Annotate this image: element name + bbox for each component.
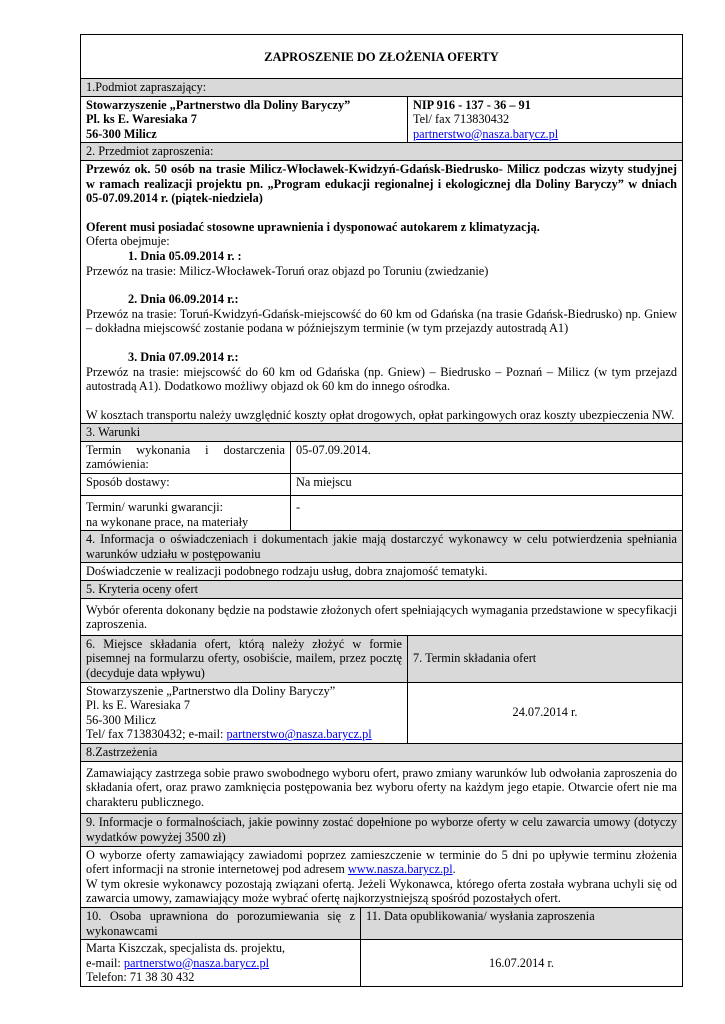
email-link[interactable]: partnerstwo@nasza.barycz.pl	[413, 126, 559, 141]
publication-date: 16.07.2014 r.	[361, 940, 683, 987]
terms-row-2-value: Na miejscu	[291, 474, 683, 496]
document-title: ZAPROSZENIE DO ZŁOŻENIA OFERTY	[81, 35, 683, 79]
terms-row-3-label: Termin/ warunki gwarancji: na wykonane prace, na materiały	[81, 496, 291, 531]
contact-email-link[interactable]: partnerstwo@nasza.barycz.pl	[123, 955, 270, 970]
submission-contact	[86, 727, 402, 742]
section-9-heading: 9. Informacje o formalnościach, jakie powinny zostać dopełnione po wyborze oferty w celu zawarcia umowy (dotyczy wydatków powyżej 3500 zł)	[81, 814, 683, 846]
subject-text: Przewóz ok. 50 osób na trasie Milicz-Włocławek-Kwidzyń-Gdańsk-Biedrusko- Milicz podczas wizyty studyjnej w ramach realizacji projektu pn. „Program edukacji regionalnej i ekologicznej dla Doliny Baryczy” w dniach 05-07.09.2014 r. (piątek-niedziela)	[86, 161, 677, 206]
section-4-text: Doświadczenie w realizacji podobnego rodzaju usług, dobra znajomość tematyki.	[81, 563, 683, 581]
day-2-text: Przewóz na trasie: Toruń-Kwidzyń-Gdańsk-miejscowść do 60 km od Gdańska (na trasie Gdańsk-Biedrusko) np. Gniew – dokładna miejscowść zostanie podana w późniejszym terminie (w tym przejazdy autostradą A1)	[86, 306, 677, 336]
terms-row-1-value: 05-07.09.2014.	[291, 441, 683, 473]
terms-row-2-label: Sposób dostawy:	[81, 474, 291, 496]
contact-person-email	[86, 956, 355, 971]
day-3-label: 3. Dnia 07.09.2014 r.:	[128, 349, 239, 364]
day-1-text: Przewóz na trasie: Milicz-Włocławek-Toruń oraz objazd po Toruniu (zwiedzanie)	[86, 263, 489, 278]
website-link[interactable]: www.nasza.barycz.pl	[347, 862, 453, 877]
section-8-heading: 8.Zastrzeżenia	[81, 743, 683, 761]
telfax: Tel/ fax 713830432	[413, 112, 510, 127]
org-street: Pl. ks E. Waresiaka 7	[86, 112, 197, 127]
submission-contact-prefix: Tel/ fax 713830432; e-mail:	[86, 727, 227, 742]
section-8-text: Zamawiający zastrzega sobie prawo swobodnego wyboru ofert, prawo zmiany warunków lub odwołania zaproszenia do składania ofert, oraz prawo zamknięcia postępowania bez wyboru oferty na każdym jego etapie. Otwarcie ofert nie ma charakteru publicznego.	[81, 761, 683, 814]
submission-org-name: Stowarzyszenie „Partnerstwo dla Doliny Baryczy”	[86, 683, 336, 698]
section-6-heading-text: 6. Miejsce składania ofert, którą należy złożyć w formie pisemnej na formularzu oferty, osobiście, mailem, przez pocztę (decyduje data wpływu)	[86, 636, 402, 680]
section-2-heading: 2. Przedmiot zaproszenia:	[81, 143, 683, 161]
section-10-heading: 10. Osoba uprawniona do porozumiewania się z wykonawcami	[81, 907, 361, 939]
nip-number: NIP 916 - 137 - 36 – 91	[413, 97, 531, 112]
submission-org-city: 56-300 Milicz	[86, 712, 157, 727]
day-2-label: 2. Dnia 06.09.2014 r.:	[128, 292, 239, 307]
submission-deadline: 24.07.2014 r.	[408, 682, 683, 743]
section-9-text-suffix: .	[452, 862, 456, 877]
section-5-text: Wybór oferenta dokonany będzie na podstawie złożonych ofert spełniających wymagania przedstawione w specyfikacji zaproszenia.	[81, 598, 683, 635]
section-11-heading: 11. Data opublikowania/ wysłania zaproszenia	[361, 907, 683, 939]
day-3-text: Przewóz na trasie: miejscowść do 60 km od Gdańska (np. Gniew) – Biedrusko – Poznań – Milicz (w tym przejazd autostradą A1). Dodatkowo możliwy objazd ok 60 km do innego ośrodka.	[86, 364, 677, 394]
submission-email-link[interactable]: partnerstwo@nasza.barycz.pl	[226, 727, 372, 742]
costs-text: W kosztach transportu należy uwzględnić koszty opłat drogowych, opłat parkingowych oraz koszty ubezpieczenia NW.	[86, 407, 675, 422]
org-name: Stowarzyszenie „Partnerstwo dla Doliny Baryczy”	[86, 97, 351, 112]
contact-person-name: Marta Kiszczak, specjalista ds. projektu,	[86, 941, 286, 956]
invitation-table	[80, 34, 683, 987]
contact-person	[81, 940, 361, 987]
terms-row-3-value: -	[291, 496, 683, 531]
section-9-text-prefix: O wyborze oferty zamawiający zawiadomi poprzez zamieszczenie w terminie do 5 dni po upływie terminu złożenia ofert informacji na stronie internetowej pod adresem	[86, 847, 677, 877]
includes-label: Oferta obejmuje:	[86, 234, 170, 249]
day-1-label: 1. Dnia 05.09.2014 r. :	[128, 248, 242, 263]
section-6-heading	[81, 635, 408, 682]
subject-details	[81, 160, 683, 423]
inviting-party-contact	[408, 96, 683, 143]
requirement-text: Oferent musi posiadać stosowne uprawnienia i dysponować autokarem z klimatyzacją.	[86, 219, 540, 234]
inviting-party-address	[81, 96, 408, 143]
section-7-heading: 7. Termin składania ofert	[408, 635, 683, 682]
terms-row-1-label: Termin wykonania i dostarczenia zamówienia:	[81, 441, 291, 473]
section-9-paragraph-1	[86, 848, 677, 877]
org-city: 56-300 Milicz	[86, 126, 157, 141]
contact-email-prefix: e-mail:	[86, 955, 124, 970]
section-5-heading: 5. Kryteria oceny ofert	[81, 581, 683, 599]
contact-person-phone: Telefon: 71 38 30 432	[86, 970, 195, 985]
submission-org-street: Pl. ks E. Waresiaka 7	[86, 698, 190, 713]
section-1-heading: 1.Podmiot zapraszający:	[81, 79, 683, 97]
section-9-text	[81, 846, 683, 907]
section-4-heading: 4. Informacja o oświadczeniach i dokumentach jakie mają dostarczyć wykonawcy w celu potwierdzenia spełniania warunków udziału w postępowaniu	[81, 531, 683, 563]
section-3-heading: 3. Warunki	[81, 424, 683, 442]
offer-submission-place	[81, 682, 408, 743]
invitation-document	[80, 34, 682, 987]
section-9-paragraph-2: W tym okresie wykonawcy pozostają związani ofertą. Jeżeli Wykonawca, którego oferta została wybrana uchyli się od zawarcia umowy, zamawiający może wybrać ofertę najkorzystniejszą spośród pozostałych ofert.	[86, 876, 677, 906]
